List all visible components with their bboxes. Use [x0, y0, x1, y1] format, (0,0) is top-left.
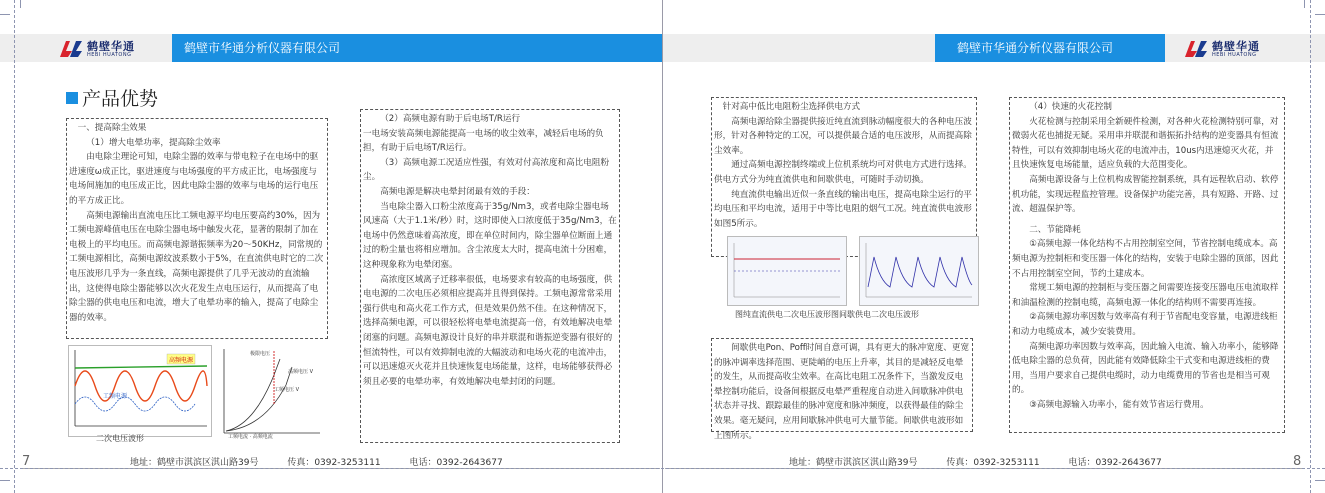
text-box-efficiency [66, 118, 328, 339]
limit-voltage-label: 极限电压 [250, 351, 271, 357]
footer-left [130, 455, 503, 468]
logo-icon [1183, 39, 1209, 59]
paragraph: 由电除尘理论可知，电除尘器的效率与带电粒子在电场中的驱进速度ω成正比，驱进速度与电场强度的平方成正比，电场强度与电场间施加的电压成正比，因此电除尘器的效率与电场的运行电压的平方成正比。 [69, 152, 319, 206]
paragraph: 一电场安装高频电源能提高一电场的收尘效率，减轻后电场的负担，有助于后电场T/R运行。 [363, 128, 604, 154]
paragraph: 高频电源设备与上位机构成智能控制系统，具有远程软启动、软停机功能，实现远程监控管理。设备保护功能完善，具有短路、开路、过流、超温保护等。 [1012, 174, 1279, 215]
paragraph: ①高频电源一体化结构不占用控制室空间，节省控制电缆成本。高频电源为控制柜和变压器一体化的结构，安装于电除尘器的顶部，因此不占用控制室空间，节约土建成本。 [1012, 239, 1279, 279]
waveform-caption: 二次电压波形 [96, 434, 144, 443]
section-title: 一、提高除尘效果 [77, 123, 147, 133]
paragraph: 纯直流供电输出近似一条直线的输出电压，提高电除尘运行的平均电压和平均电流，适用于中等比电阻的烟气工况。纯直流供电波形如图5所示。 [714, 189, 972, 229]
text-box-supply-mode [711, 97, 977, 257]
text-box-applicability [360, 109, 620, 443]
page-number: 7 [22, 454, 31, 469]
right-page [663, 0, 1325, 493]
guide-line [14, 0, 15, 493]
guide-line [1310, 0, 1311, 493]
footer-right [789, 455, 1162, 468]
legend-power-frequency: 工频电源 [103, 393, 128, 400]
crop-mark [0, 480, 10, 481]
left-page [0, 0, 662, 493]
subsection-title: （4）快速的火花控制 [1029, 102, 1112, 112]
paragraph: 火花检测与控制采用全新硬件检测，对各种火花检测特别可靠，对微弱火花也捕捉无疑。采用串并联混和谐振拓扑结构的逆变器具有恒流特性，可以有效抑制电场火花的电流冲击，10us内迅速熄灭火花，并且快速恢复电场能量，适应负载的大范围变化。 [1012, 116, 1279, 171]
text-box-spark-energy [1009, 97, 1285, 433]
dc-waveform-image [727, 236, 847, 306]
footer-fax: 传真：0392-3253111 [946, 458, 1040, 468]
paragraph: ②高频电源功率因数与效率高有利于节省配电变容量，电源进线柜和动力电缆成本，减少安装费用。 [1012, 312, 1278, 337]
subsection-title: 针对高中低比电阻粉尘选择供电方式 [722, 102, 861, 112]
subsection-title: （1）增大电晕功率，提高除尘效率 [86, 137, 221, 148]
paragraph: ③高频电源输入功率小，能有效节省运行费用。 [1029, 399, 1209, 410]
footer-address: 地址：鹤壁市淇滨区淇山路39号 [130, 458, 259, 468]
crop-mark [1315, 14, 1325, 15]
subsection-title: （3）高频电源工况适应性强，有效对付高浓度和高比电阻粉尘。 [363, 157, 610, 183]
paragraph: 常规工频电源的控制柜与变压器之间需要连接变压器电压电流取样和油温检测的控制电缆，高频电源一体化的结构则不需要再连接。 [1012, 283, 1279, 308]
section-title: 二、节能降耗 [1029, 224, 1081, 235]
page-number: 8 [1293, 454, 1302, 469]
logo-name-en: HEBI HUATONG [87, 51, 132, 58]
logo-name: 鹤壁华通 [1212, 39, 1260, 53]
high-frequency-line [75, 366, 207, 368]
heading-text: 产品优势 [82, 88, 159, 110]
intermittent-waveform-svg [860, 237, 978, 305]
page-heading [66, 84, 158, 111]
paragraph: 高频电源功率因数与效率高，因此输入电流、输入功率小，能够降低电除尘器的总负荷，因此能有效降低除尘干式变和电源进线柜的费用，当用户要求自己提供电缆时，动力电缆费用的节省也是相当可观的。 [1012, 341, 1279, 396]
vi-curve-svg [214, 345, 324, 439]
paragraph: 通过高频电源控制终端或上位机系统均可对供电方式进行选择。供电方式分为纯直流供电和间歇供电，可随时手动切换。 [714, 160, 972, 185]
paragraph: 间歇供电Pon、Poff时间自意可调，具有更大的脉冲宽度、更宽的脉冲调率选择范围、更陡峭的电压上升率，其目的是减轻反电晕的发生，从而提高收尘效率。在高比电阻工况条件下，当激发反电晕控制功能后，设备间根据反电晕严重程度自动进入间歇脉冲供电状态并寻找、跟踪最佳的脉冲宽度和脉冲频度，以获得最佳的除尘效果。毫无疑问，应用间歇脉冲供电可大量节能。间歇供电波形如上图所示。 [714, 343, 970, 441]
guide-line [0, 468, 1325, 469]
dc-waveform-svg [728, 237, 846, 305]
paragraph: 高浓度区域离子迁移率很低，电场要求有较高的电场强度，供电电源的二次电压必须相应提高并且得到保持。工频电源常常采用强行供电和高火花工作方式，但是效果仍然不佳。在这种情况下，选择高频电源，可以很轻松将电晕电流提高一倍，有效地解决电晕闭塞的问题。高频电源设计良好的串并联混和谐振逆变器有很好的恒流特性，可以有效抑制电流的大幅波动和电场火花的电流冲击，可以迅速熄灭火花并且快速恢复电场能量，这样，电场能够获得必须且必要的电晕功率，有效地解决电晕封闭的问题。 [363, 274, 613, 387]
current-axis-label: 工频电流 · 高频电流 [228, 434, 273, 440]
logo-name: 鹤壁华通 [87, 39, 135, 53]
waveform-chart [68, 345, 212, 437]
logo-name-en: HEBI HUATONG [1212, 51, 1257, 58]
paragraph: 高频电源给除尘器提供接近纯直流到脉动幅度很大的各种电压波形，针对各种特定的工况，可以提供最合适的电压波形，从而提高除尘效率。 [714, 116, 972, 156]
footer-phone: 电话：0392-2643677 [1068, 458, 1162, 468]
company-banner: 鹤壁市华通分析仪器有限公司 [935, 34, 1165, 62]
intermittent-waveform-image [859, 236, 979, 306]
waveform-svg [69, 346, 211, 436]
paragraph: 高频电源输出直流电压比工频电源平均电压要高约30%，因为工频电源峰值电压在电除尘器电场中触发火花，显著的限制了加在电极上的平均电压。而高频电源谐振频率为20～50KHz，同常规的工频电源相比，高频电源纹波系数小于5%，在直流供电时它的二次电压波形几乎为一条直线，高频电源提供了几乎无波动的直流输出，这使得电除尘器能够以次火花发生点电压运行，从而提高了电除尘器的供电电压和电流，增大了电晕功率的输入，提高了电除尘器的效率。 [69, 210, 324, 323]
footer-address: 地址：鹤壁市淇滨区淇山路39号 [789, 458, 918, 468]
logo-right [1183, 38, 1260, 60]
book-spine [662, 0, 663, 493]
company-banner: 鹤壁市华通分析仪器有限公司 [172, 34, 662, 62]
crop-mark [20, 0, 21, 8]
power-frequency-wave [75, 371, 207, 401]
text-box-intermittent [711, 338, 973, 441]
vi-curve-chart [214, 345, 324, 439]
crop-mark [1304, 0, 1305, 8]
hf-voltage-label: 高频电压 V [288, 369, 314, 375]
logo-icon [58, 39, 84, 59]
heading-square-icon [66, 92, 78, 104]
subsection-title: （2）高频电源有助于后电场T/R运行 [380, 114, 521, 124]
pf-voltage-label: 工频电压 V [274, 387, 300, 393]
paragraph: 当电除尘器入口粉尘浓度高于35g/Nm3，或者电除尘器电场风速高（大于1.1米/秒）时，这时即使入口浓度低于35g/Nm3，在电场中仍然意味着高浓度，即在单位时间内，除尘器单位断面上通过的粉尘量也将相应增加。含尘浓度太大时，提高电流十分困难，这种现象称为电晕闭塞。 [363, 201, 617, 270]
crop-mark [0, 14, 10, 15]
footer-fax: 传真：0392-3253111 [287, 458, 381, 468]
logo-left [58, 38, 135, 60]
legend-high-frequency: 高频电源 [169, 357, 194, 364]
paragraph: 高频电源是解决电晕封闭最有效的手段： [380, 186, 535, 197]
footer-phone: 电话：0392-2643677 [409, 458, 503, 468]
crop-mark [1315, 480, 1325, 481]
waveform-caption: 图纯直流供电二次电压波形图间歇供电二次电压波形 [735, 310, 919, 319]
